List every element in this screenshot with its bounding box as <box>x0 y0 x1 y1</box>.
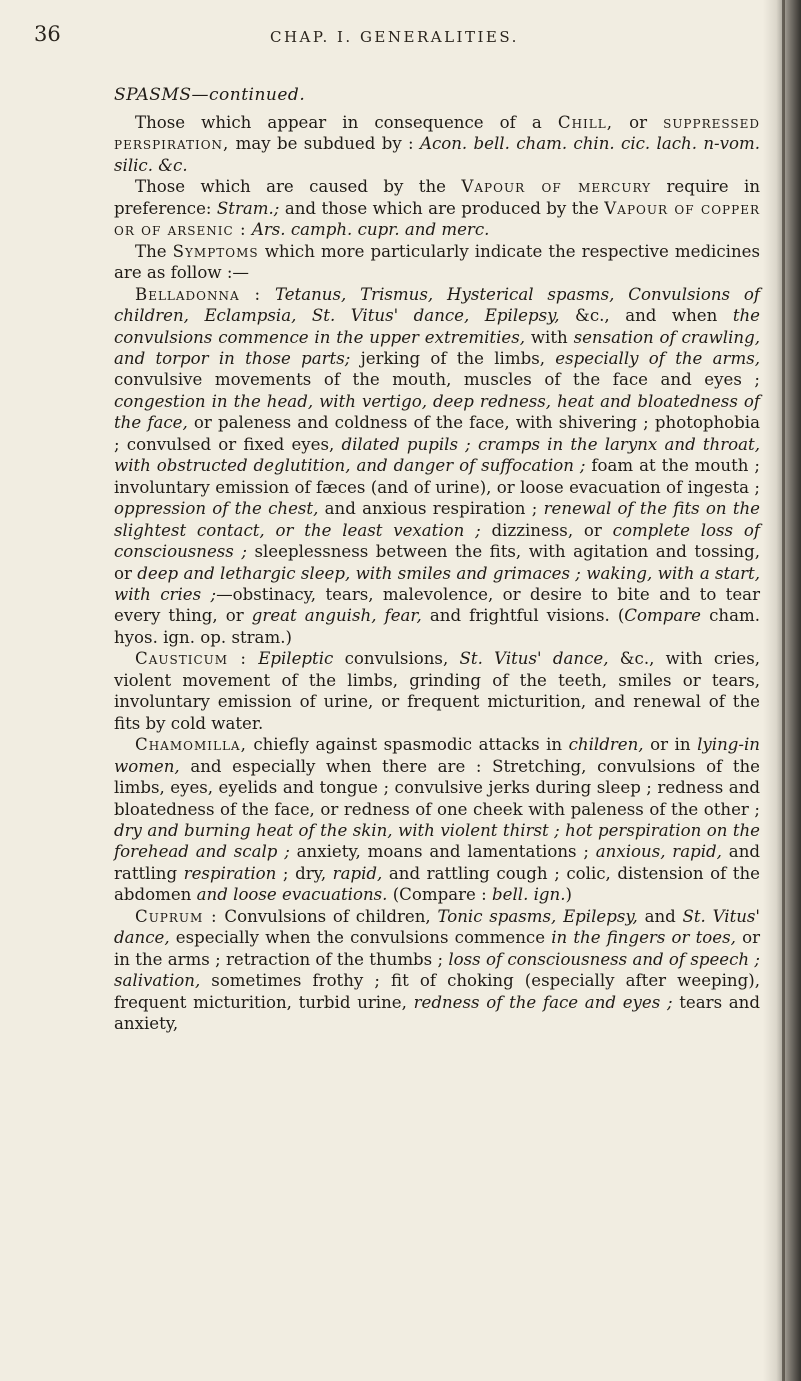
remedy-name: Cuprum : <box>135 906 218 926</box>
remedy-name: Belladonna : <box>135 284 262 304</box>
paragraph-cuprum: Cuprum : Convulsions of children, Tonic spasms, Epilepsy, and St. Vitus' dance, especially when the convulsions commence in the fingers or toes, or in the arms ; retraction of the thumbs ; loss of consciousness and of speech ; salivation, sometimes frothy ; fit of choking (especially after weeping), frequent micturition, turbid urine, redness of the face and eyes ; tears and anxiety, <box>114 906 761 1034</box>
running-title: CHAP. I. GENERALITIES. <box>270 28 519 46</box>
remedy-name: Chamomilla, <box>135 735 247 755</box>
section-title: SPASMS—continued. <box>114 85 306 105</box>
page-number: 36 <box>34 22 61 46</box>
binding-edge <box>782 0 785 1381</box>
paragraph-causticum: Causticum : Epileptic convulsions, St. Vitus' dance, &c., with cries, violent movement of the limbs, grinding of the teeth, smiles or tears, involuntary emission of urine, or frequent micturition, and renewal of the fits by cold water. <box>114 649 760 733</box>
paragraph-symptoms: The Symptoms which more particularly indicate the respective medicines are as follow :— <box>114 241 760 283</box>
paragraph-vapour: Those which are caused by the Vapour of mercury require in preference: Stram.; and those which are produced by the Vapour of copper or of arsenic : Ars. camph. cupr. and merc. <box>114 177 761 240</box>
paragraph-belladonna: Belladonna : Tetanus, Trismus, Hysterical spasms, Convulsions of children, Eclampsia, St. Vitus' dance, Epilepsy, &c., and when the convulsions commence in the upper extremities, with sensation of crawling, and torpor in those parts; jerking of the limbs, especially of the arms, convulsive movements of the mouth, muscles of the face and eyes ; congestion in the head, with vertigo, deep redness, heat and bloatedness of the face, or paleness and coldness of the face, with shivering ; photophobia ; convulsed or fixed eyes, dilated pupils ; cramps in the larynx and throat, with obstructed deglutition, and danger of suffocation ; foam at the mouth ; involuntary emission of fæces (and of urine), or loose evacuation of ingesta ; oppression of the chest, and anxious respiration ; renewal of the fits on the slightest contact, or the least vexation ; dizziness, or complete loss of consciousness ; sleeplessness between the fits, with agitation and tossing, or deep and lethargic sleep, with smiles and grimaces ; waking, with a start, with cries ;—obstinacy, tears, malevolence, or desire to bite and to tear every thing, or great anguish, fear, and frightful visions. (Compare cham. hyos. ign. op. stram.) <box>114 284 761 647</box>
paragraph-chill: Those which appear in consequence of a Chill, or suppressed perspiration, may be subdued by : Acon. bell. cham. chin. cic. lach. n-vom. silic. &c. <box>114 113 760 175</box>
remedy-name: Causticum : <box>135 649 247 669</box>
paragraph-chamomilla: Chamomilla, chiefly against spasmodic attacks in children, or in lying-in women, and especially when there are : Stretching, convulsions of the limbs, eyes, eyelids and tongue ; convulsive jerks during sleep ; redness and bloatedness of the face, or redness of one cheek with paleness of the other ; dry and burning heat of the skin, with violent thirst ; hot perspiration on the forehead and scalp ; anxiety, moans and lamentations ; anxious, rapid, and rattling respiration ; dry, rapid, and rattling cough ; colic, distension of the abdomen and loose evacuations. (Compare : bell. ign.) <box>114 735 760 905</box>
body-text <box>114 112 760 1034</box>
